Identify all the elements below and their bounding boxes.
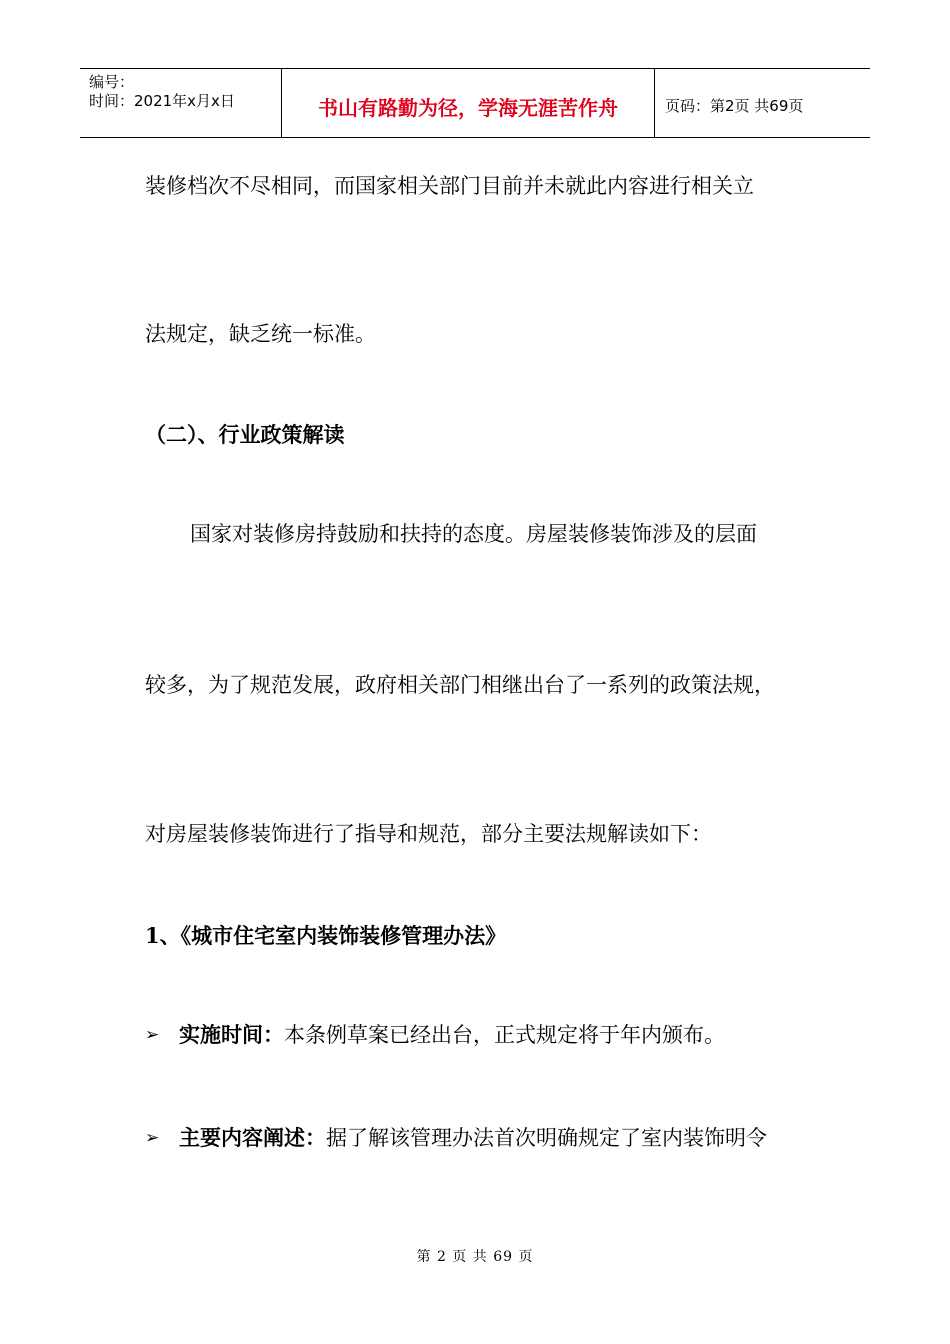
law-heading: 1、《城市住宅室内装饰装修管理办法》: [145, 923, 507, 948]
body-line: 法规定，缺乏统一标准。: [145, 322, 376, 346]
body-line: 国家对装修房持鼓励和扶持的态度。房屋装修装饰涉及的层面: [190, 522, 757, 546]
bullet-label: 实施时间：: [179, 1022, 284, 1047]
header-page-info: 页码：第2页 共69页: [665, 96, 804, 115]
body-line: 较多，为了规范发展，政府相关部门相继出台了一系列的政策法规，: [145, 673, 775, 697]
page-footer: 第 2 页 共 69 页: [416, 1249, 534, 1265]
header-motto: 书山有路勤为径，学海无涯苦作舟: [282, 69, 655, 137]
bullet-item: [145, 1124, 767, 1152]
date-label: 时间：2021年x月x日: [89, 92, 235, 110]
bullet-text: 据了解该管理办法首次明确规定了室内装饰明令: [326, 1126, 767, 1150]
body-line: 对房屋装修装饰进行了指导和规范，部分主要法规解读如下：: [145, 822, 712, 846]
bullet-label: 主要内容阐述：: [179, 1125, 326, 1150]
bullet-item: [145, 1021, 725, 1049]
body-line: 装修档次不尽相同，而国家相关部门目前并未就此内容进行相关立: [145, 174, 754, 198]
header-meta: [80, 69, 282, 137]
serial-label: 编号：: [89, 73, 135, 91]
arrow-bullet-icon: ➢: [145, 1128, 160, 1148]
section-heading: （二）、行业政策解读: [145, 422, 345, 447]
bullet-text: 本条例草案已经出台，正式规定将于年内颁布。: [284, 1023, 725, 1047]
arrow-bullet-icon: ➢: [145, 1025, 160, 1045]
page-header: [80, 68, 870, 138]
